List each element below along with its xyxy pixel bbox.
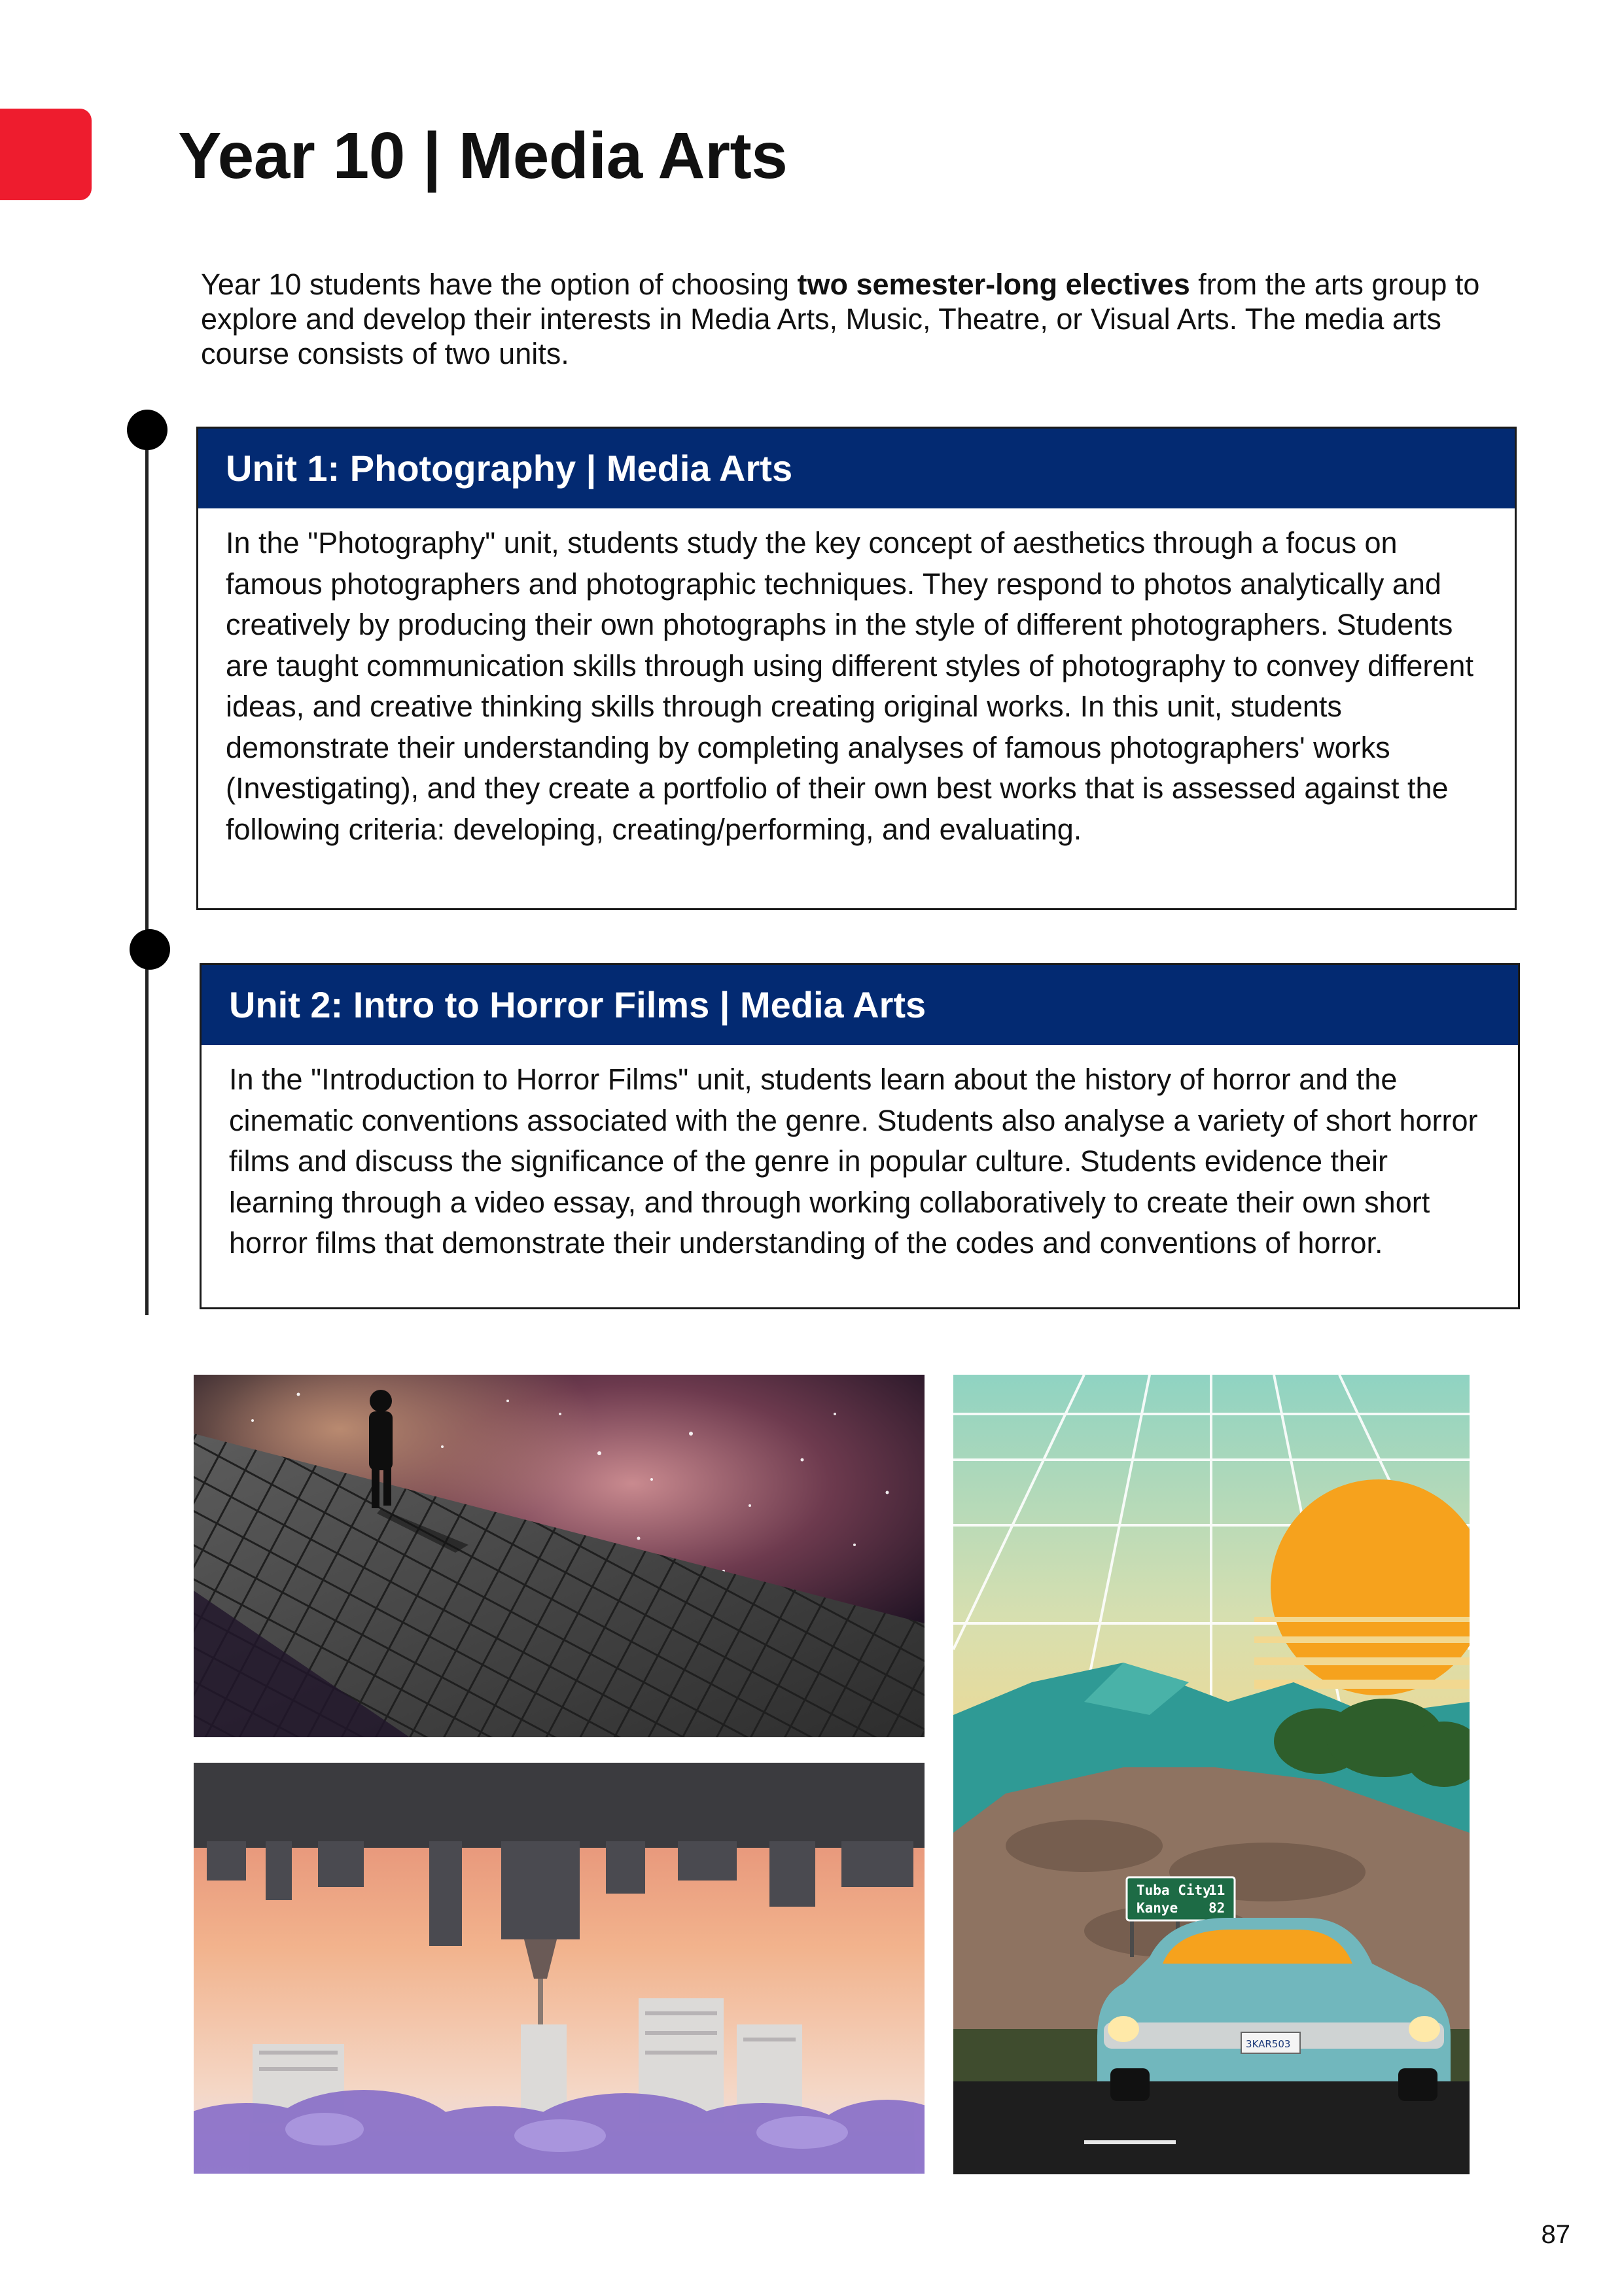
road-sign-number-1: 11 — [1208, 1882, 1225, 1898]
photo-inverted-city-art — [194, 1763, 925, 2174]
intro-text-start: Year 10 students have the option of choosing — [201, 268, 798, 301]
photo-retro-collage-art — [953, 1375, 1470, 2174]
road-sign-line-2: Kanye — [1137, 1900, 1178, 1916]
photo-inverted-city — [194, 1763, 925, 2174]
intro-text-end: from the arts group to explore and develop their interests in Media Arts, Music, Theatre, or Visual Arts. The media arts course consists of two units. — [201, 268, 1480, 370]
intro-paragraph — [201, 267, 1496, 371]
photo-nebula-walkway — [194, 1375, 925, 1737]
unit-2-description: In the "Introduction to Horror Films" unit, students learn about the history of horror and the cinematic conventions associated with the genre. Students also analyse a variety of short horror films and discuss the significance of the genre in popular culture. Students evidence their learning through a video essay, and through working collaboratively to create their own short horror films that demonstrate their understanding of the codes and conventions of horror. — [229, 1063, 1478, 1260]
unit-2-card — [200, 963, 1520, 1309]
unit-1-title: Unit 1: Photography | Media Arts — [198, 429, 1515, 508]
page-title: Year 10 | Media Arts — [178, 119, 788, 192]
intro-text-bold: two semester-long electives — [797, 268, 1190, 301]
timeline-dot-unit-1 — [127, 410, 167, 450]
unit-1-card — [196, 427, 1517, 910]
unit-1-description: In the "Photography" unit, students study the key concept of aesthetics through a focus on famous photographers and photographic techniques. They respond to photos analytically and creatively by producing their own photographs in the style of different photographers. Students are taught communication skills through using different styles of photography to convey different ideas, and creative thinking skills through creating original works. In this unit, students demonstrate their understanding by completing analyses of famous photographers' works (Investigating), and they create a portfolio of their own best works that is assessed against the following criteria: developing, creating/performing, and evaluating. — [226, 526, 1473, 846]
unit-2-title: Unit 2: Intro to Horror Films | Media Arts — [202, 965, 1518, 1045]
photo-retro-collage — [953, 1375, 1470, 2174]
road-sign-line-1: Tuba City — [1137, 1882, 1211, 1898]
road-sign-number-2: 82 — [1208, 1900, 1225, 1916]
section-tab-marker — [0, 109, 92, 200]
page-number: 87 — [1541, 2220, 1570, 2249]
timeline-dot-unit-2 — [130, 929, 170, 970]
timeline-line — [145, 432, 149, 1315]
photo-nebula-walkway-art — [194, 1375, 925, 1737]
license-plate-text: 3KAR503 — [1246, 2038, 1291, 2050]
